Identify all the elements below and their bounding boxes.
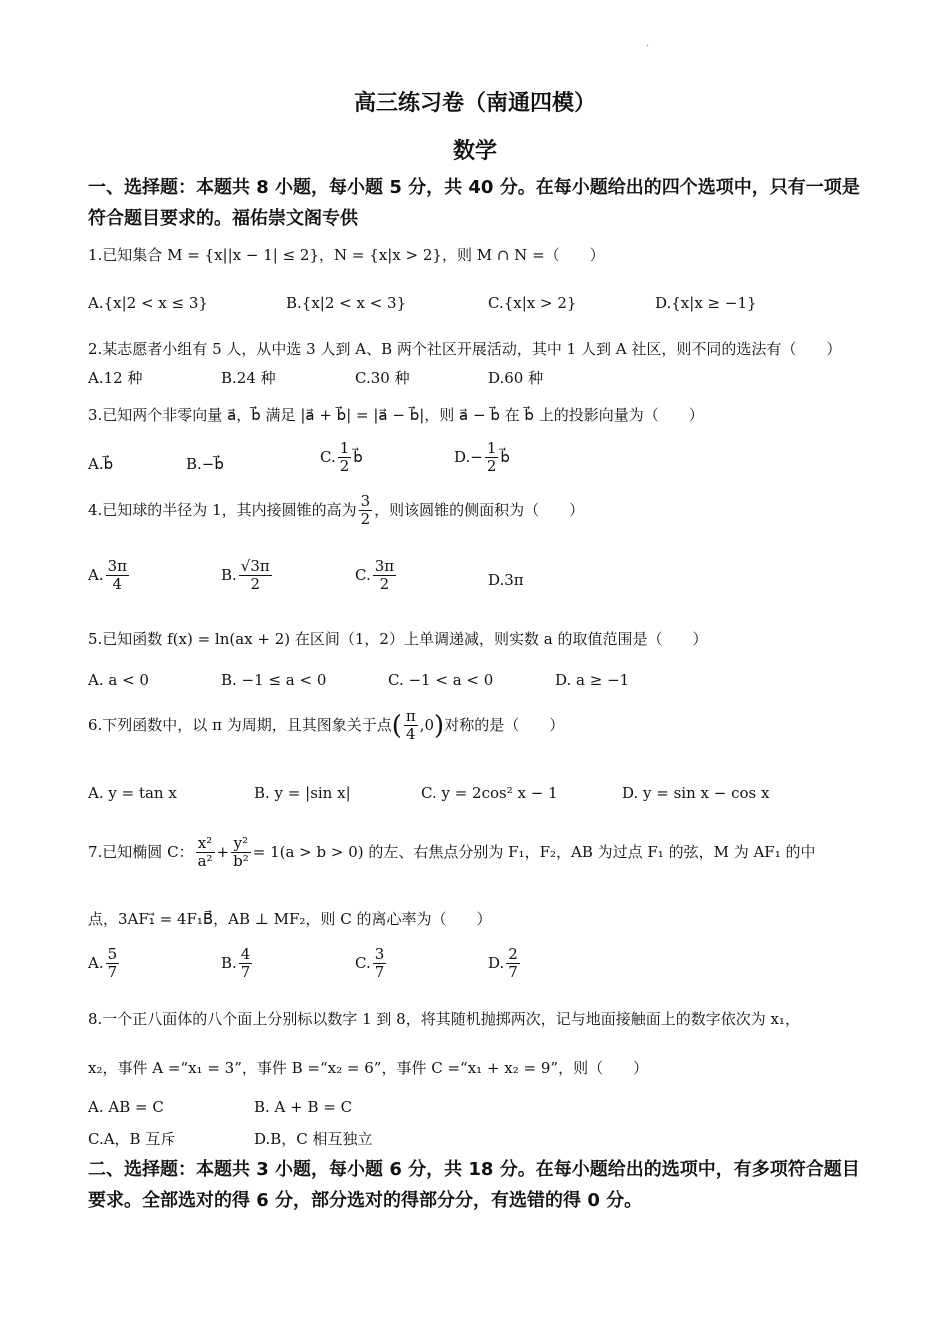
option-prefix: C. bbox=[355, 953, 371, 972]
fraction bbox=[239, 558, 272, 594]
stem-text: = 1(a > b > 0) 的左、右焦点分别为 F₁，F₂，AB 为过点 F₁ 的弦，M 为 AF₁ 的中 bbox=[252, 842, 816, 861]
question-8-option-a: A. AB = C bbox=[88, 1098, 164, 1116]
fraction-denominator: 4 bbox=[112, 575, 123, 594]
fraction bbox=[231, 835, 251, 871]
question-1-option-d: D.{x|x ≥ −1} bbox=[655, 294, 757, 312]
question-6-option-d: D. y = sin x − cos x bbox=[622, 784, 770, 802]
fraction bbox=[485, 440, 499, 476]
question-3-option-b: B.−b⃗ bbox=[186, 455, 224, 473]
fraction bbox=[359, 493, 373, 529]
fraction bbox=[196, 835, 215, 871]
fraction-denominator: a² bbox=[197, 852, 213, 871]
fraction-denominator: 7 bbox=[240, 963, 251, 982]
fraction-denominator: 2 bbox=[486, 457, 497, 476]
fraction bbox=[506, 946, 520, 982]
fraction-numerator: x² bbox=[196, 835, 215, 853]
question-3-option-c bbox=[320, 440, 363, 476]
question-6-stem bbox=[88, 708, 564, 744]
question-7-option-c bbox=[355, 946, 388, 982]
right-paren: ) bbox=[434, 710, 445, 741]
fraction-denominator: 2 bbox=[360, 510, 371, 529]
question-8-option-d: D.B，C 相互独立 bbox=[254, 1130, 373, 1148]
option-c-prefix: C. bbox=[320, 447, 336, 466]
question-6-option-b: B. y = |sin x| bbox=[254, 784, 351, 802]
question-1-option-a: A.{x|2 < x ≤ 3} bbox=[88, 294, 208, 312]
question-8-line-1: 8.一个正八面体的八个面上分别标以数字 1 到 8，将其随机抛掷两次，记与地面接触面上的数字依次为 x₁， bbox=[88, 1010, 800, 1028]
option-prefix: B. bbox=[221, 565, 237, 584]
fraction bbox=[373, 946, 387, 982]
option-d-tail: b⃗ bbox=[500, 447, 510, 466]
fraction-denominator: 2 bbox=[339, 457, 350, 476]
question-7-option-d bbox=[488, 946, 522, 982]
fraction-denominator: 7 bbox=[107, 963, 118, 982]
fraction-denominator: 2 bbox=[379, 575, 390, 594]
question-5-option-d: D. a ≥ −1 bbox=[555, 671, 630, 689]
question-2-option-b: B.24 种 bbox=[221, 369, 276, 387]
option-prefix: A. bbox=[88, 953, 104, 972]
fraction-numerator: 3 bbox=[374, 945, 385, 963]
exam-title: 高三练习卷（南通四模） bbox=[353, 91, 596, 116]
option-prefix: A. bbox=[88, 565, 104, 584]
fraction-numerator: 1 bbox=[339, 439, 350, 457]
question-3-option-d bbox=[454, 440, 510, 476]
stem-text: 4.已知球的半径为 1，其内接圆锥的高为 bbox=[88, 500, 357, 519]
question-8-option-b: B. A + B = C bbox=[254, 1098, 353, 1116]
question-5-option-c: C. −1 < a < 0 bbox=[388, 671, 494, 689]
fraction-numerator: 5 bbox=[107, 945, 118, 963]
question-6-option-a: A. y = tan x bbox=[88, 784, 177, 802]
question-8-option-c: C.A，B 互斥 bbox=[88, 1130, 176, 1148]
fraction-denominator: b² bbox=[233, 852, 249, 871]
stem-text: 对称的是（ ） bbox=[444, 715, 565, 734]
option-prefix: C. bbox=[355, 565, 371, 584]
stem-text: ，则该圆锥的侧面积为（ ） bbox=[374, 500, 585, 519]
question-3-option-a: A.b⃗ bbox=[88, 455, 114, 473]
question-2-option-d: D.60 种 bbox=[488, 369, 544, 387]
fraction-numerator: √3π bbox=[240, 557, 270, 575]
question-3-stem: 3.已知两个非零向量 a⃗，b⃗ 满足 |a⃗ + b⃗| = |a⃗ − b⃗|，则 a⃗ − b⃗ 在 b⃗ 上的投影向量为（ ） bbox=[88, 406, 704, 424]
question-2-option-c: C.30 种 bbox=[355, 369, 410, 387]
fraction-numerator: 4 bbox=[240, 945, 251, 963]
question-1-option-c: C.{x|x > 2} bbox=[488, 294, 577, 312]
question-4-stem bbox=[88, 493, 584, 529]
subject-title: 数学 bbox=[452, 139, 497, 164]
question-8-line-2: x₂，事件 A =“x₁ = 3”，事件 B =“x₂ = 6”，事件 C =“x₁ + x₂ = 9”，则（ ） bbox=[88, 1059, 649, 1077]
fraction-denominator: 4 bbox=[406, 725, 416, 744]
question-1-stem: 1.已知集合 M = {x||x − 1| ≤ 2}，N = {x|x > 2}，则 M ∩ N =（ ） bbox=[88, 246, 605, 264]
question-2-stem: 2.某志愿者小组有 5 人，从中选 3 人到 A、B 两个社区开展活动，其中 1 人到 A 社区，则不同的选法有（ ） bbox=[88, 340, 842, 358]
fraction bbox=[239, 946, 253, 982]
fraction bbox=[338, 440, 352, 476]
page-dot: . bbox=[646, 38, 650, 49]
stem-text: 6.下列函数中，以 π 为周期，且其图象关于点 bbox=[88, 715, 392, 734]
fraction bbox=[106, 558, 129, 594]
question-4-option-a bbox=[88, 558, 131, 594]
question-7-line-2: 点，3AF₁⃗ = 4F₁B⃗，AB ⊥ MF₂，则 C 的离心率为（ ） bbox=[88, 910, 492, 928]
question-5-stem: 5.已知函数 f(x) = ln(ax + 2) 在区间（1，2）上单调递减，则实数 a 的取值范围是（ ） bbox=[88, 630, 708, 648]
question-1-option-b: B.{x|2 < x < 3} bbox=[286, 294, 407, 312]
fraction-numerator: π bbox=[405, 707, 416, 725]
fraction bbox=[106, 946, 120, 982]
fraction bbox=[404, 708, 418, 744]
section-1-heading: 一、选择题：本题共 8 小题，每小题 5 分，共 40 分。在每小题给出的四个选项中，只有一项是符合题目要求的。福佑崇文阁专供 bbox=[88, 177, 860, 229]
left-paren: ( bbox=[391, 710, 402, 741]
question-4-option-b bbox=[221, 558, 274, 594]
fraction-numerator: y² bbox=[231, 835, 251, 853]
question-5-option-b: B. −1 ≤ a < 0 bbox=[221, 671, 327, 689]
option-prefix: B. bbox=[221, 953, 237, 972]
option-c-tail: b⃗ bbox=[353, 447, 363, 466]
question-5-option-a: A. a < 0 bbox=[88, 671, 149, 689]
fraction-numerator: 3π bbox=[107, 557, 128, 575]
question-4-option-d: D.3π bbox=[488, 571, 524, 589]
fraction-denominator: 7 bbox=[374, 963, 385, 982]
section-2-heading: 二、选择题：本题共 3 小题，每小题 6 分，共 18 分。在每小题给出的选项中，有多项符合题目要求。全部选对的得 6 分，部分选对的得部分分，有选错的得 0 分。 bbox=[88, 1159, 860, 1211]
question-7-line-1: 7.已知椭圆 C： $\frac{\text{x²}}{\text{a²}}$ + $\frac{\text{y²}}{\text{b²}}$ = 1(a > b > 0) 的左、右焦点分别为 F₁，F₂，AB 为过点 F₁ 的弦，M 为 AF₁ 的中 bbox=[88, 834, 816, 871]
question-7-option-a bbox=[88, 946, 121, 982]
fraction-numerator: 3π bbox=[374, 557, 395, 575]
question-4-option-c bbox=[355, 558, 398, 594]
question-2-option-a: A.12 种 bbox=[88, 369, 143, 387]
option-d-prefix: D.− bbox=[454, 447, 483, 466]
fraction-numerator: 1 bbox=[486, 439, 497, 457]
fraction-numerator: 2 bbox=[508, 945, 518, 963]
fraction-denominator: 2 bbox=[250, 575, 261, 594]
fraction-numerator: 3 bbox=[360, 492, 371, 510]
stem-text: 7.已知椭圆 C： bbox=[88, 842, 194, 861]
stem-text: ,0 bbox=[419, 715, 435, 734]
option-prefix: D. bbox=[488, 953, 505, 972]
question-7-option-b bbox=[221, 946, 254, 982]
question-6-option-c: C. y = 2cos² x − 1 bbox=[421, 784, 558, 802]
fraction bbox=[373, 558, 396, 594]
fraction-denominator: 7 bbox=[508, 963, 518, 982]
